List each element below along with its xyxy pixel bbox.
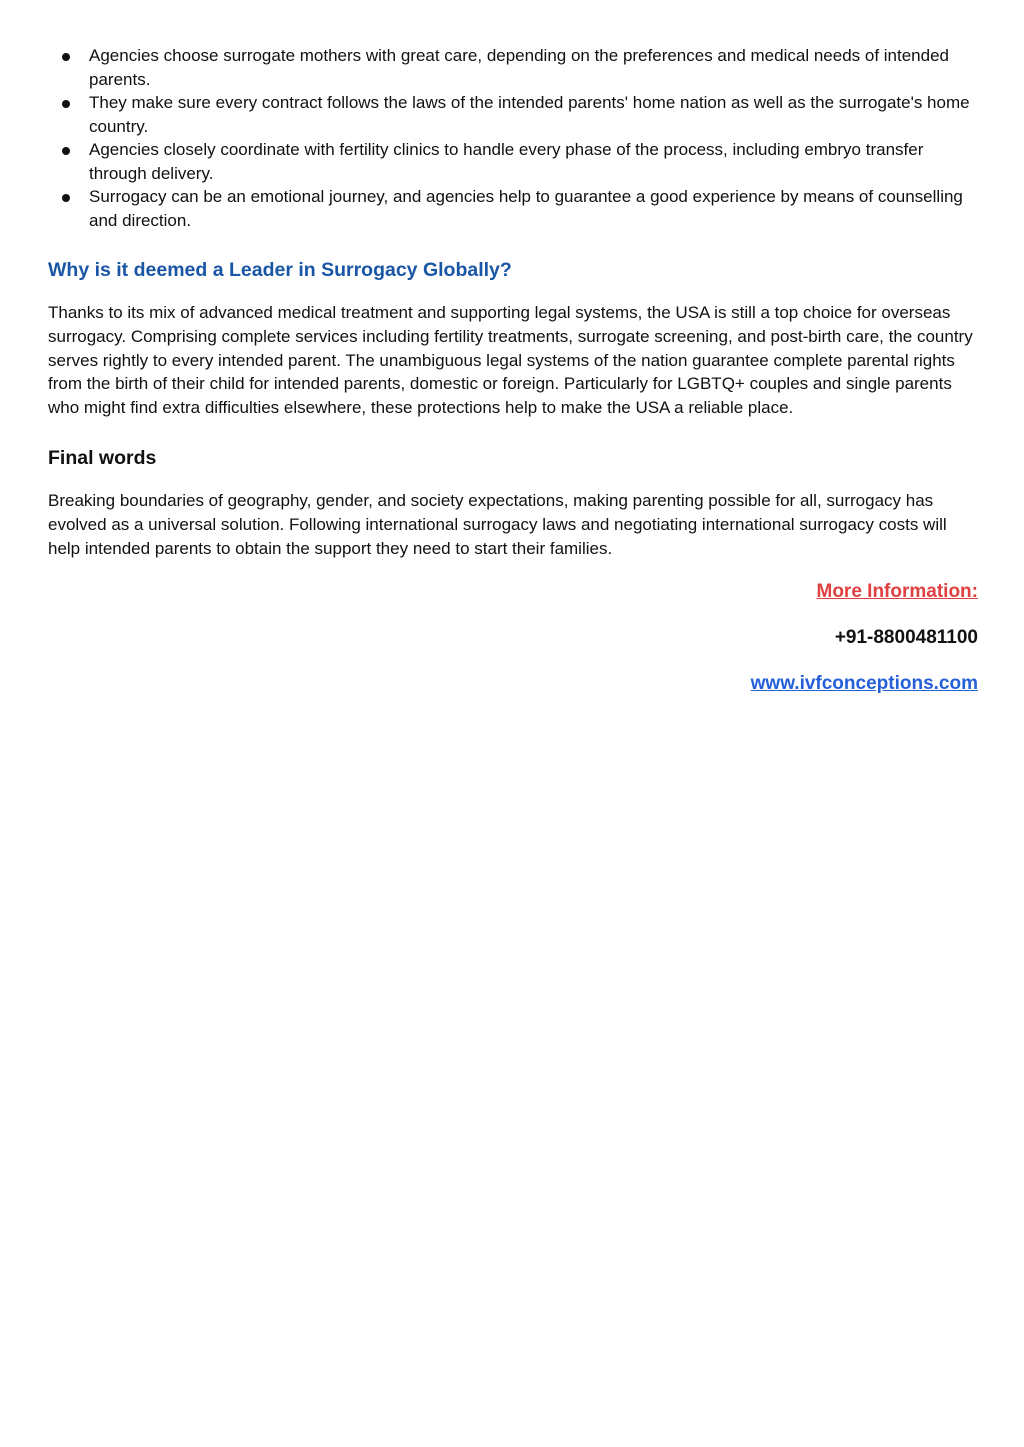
bullet-text: Agencies closely coordinate with fertility clinics to handle every phase of the process, including embryo transfer through delivery. — [89, 140, 924, 183]
bullet-dot-icon — [62, 194, 70, 202]
leader-section-heading: Why is it deemed a Leader in Surrogacy Globally? — [48, 259, 512, 281]
bullet-item — [48, 44, 978, 91]
bullet-dot-icon — [62, 100, 70, 108]
bullet-dot-icon — [62, 53, 70, 61]
bullet-item — [48, 91, 978, 138]
bullet-item — [48, 138, 978, 185]
bullet-item — [48, 185, 978, 232]
website-link[interactable]: www.ivfconceptions.com — [750, 673, 978, 695]
bullet-text: Agencies choose surrogate mothers with great care, depending on the preferences and medical needs of intended parents. — [89, 46, 949, 89]
bullet-text: They make sure every contract follows the laws of the intended parents' home nation as well as the surrogate's home country. — [89, 93, 970, 136]
document-page — [48, 44, 978, 698]
final-words-heading: Final words — [48, 446, 157, 469]
final-words-paragraph: Breaking boundaries of geography, gender, and society expectations, making parenting possible for all, surrogacy has evolved as a universal solution. Following international surrogacy laws and negotiating international surrogacy costs will help intended parents to obtain the support they need to start their families. — [48, 490, 947, 558]
bullet-dot-icon — [62, 147, 70, 155]
agency-bullet-list — [48, 44, 978, 232]
more-information-link[interactable]: More Information: — [816, 581, 978, 603]
phone-number: +91-8800481100 — [834, 627, 978, 649]
contact-block — [48, 578, 978, 698]
bullet-text: Surrogacy can be an emotional journey, and agencies help to guarantee a good experience by means of counselling and direction. — [89, 187, 963, 230]
leader-section-paragraph: Thanks to its mix of advanced medical treatment and supporting legal systems, the USA is still a top choice for overseas surrogacy. Comprising complete services including fertility treatments, surrogate screening, and post-birth care, the country serves rightly to every intended parent. The unambiguous legal systems of the nation guarantee complete parental rights from the birth of their child for intended parents, domestic or foreign. Particularly for LGBTQ+ couples and single parents who might find extra difficulties elsewhere, these protections help to make the USA a reliable place. — [48, 303, 973, 418]
